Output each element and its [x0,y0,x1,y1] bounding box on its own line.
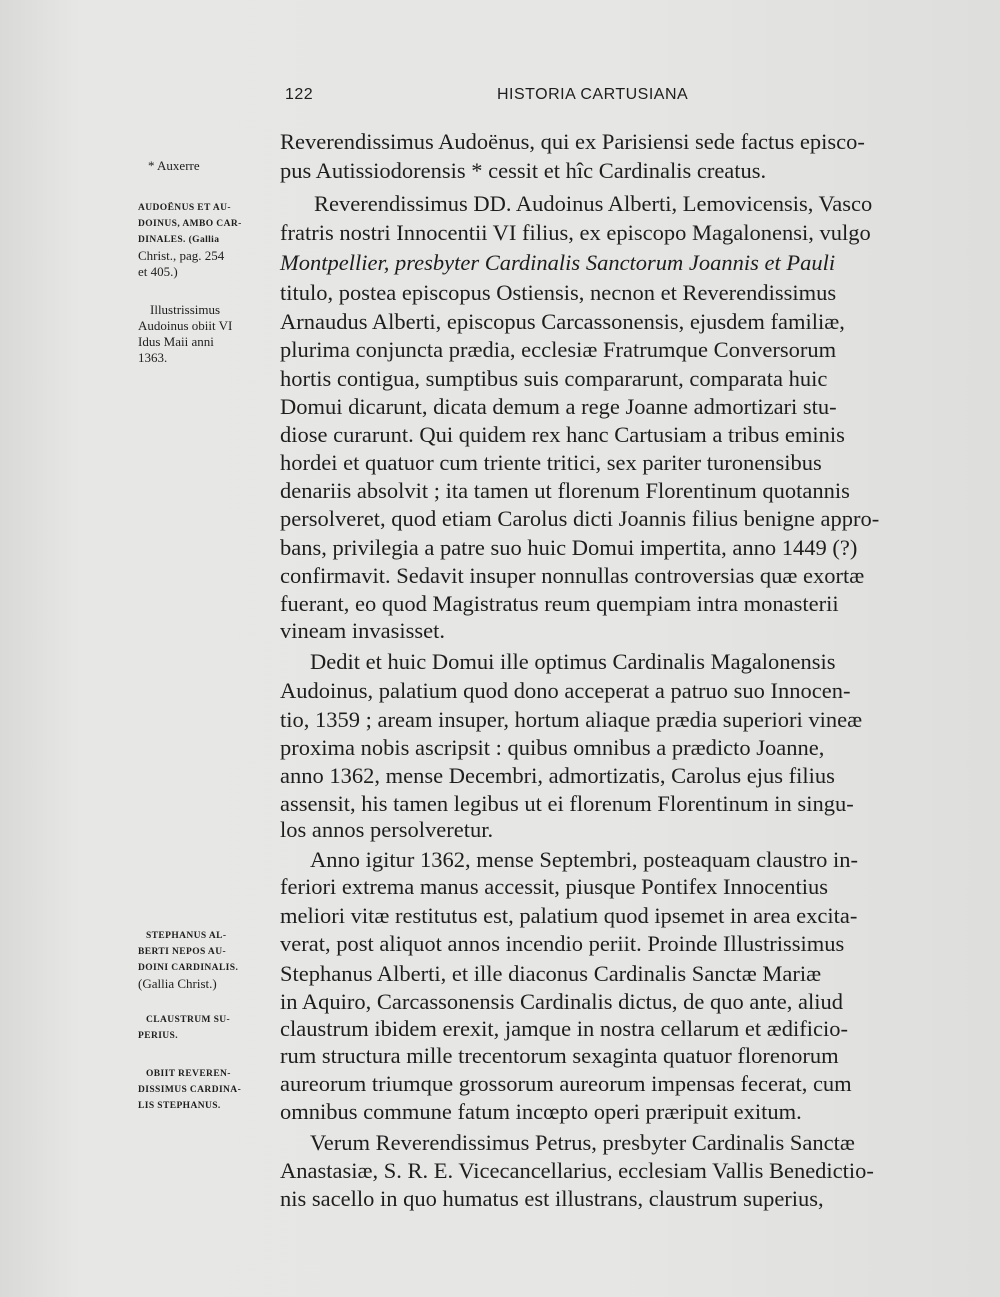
margin-note-illustrissimus-line: Audoinus obiit VI [138,318,233,333]
margin-note-illustrissimus-line: Illustrissimus [150,302,221,317]
text-line: meliori vitæ restitutus est, palatium quod ipsemet in area excita- [280,903,858,928]
text-line: diose curarunt. Qui quidem rex hanc Cartusiam a tribus eminis [280,422,845,447]
text-line: denariis absolvit ; ita tamen ut florenum Florentinum quotannis [280,478,850,503]
running-title: HISTORIA CARTUSIANA [497,86,689,103]
margin-note-stephanus-line: STEPHANUS AL- [146,931,227,941]
text-line: Stephanus Alberti, et ille diaconus Cardinalis Sanctæ Mariæ [280,961,822,986]
text-line: Montpellier, presbyter Cardinalis Sanctorum Joannis et Pauli [280,250,836,275]
text-line: in Aquiro, Carcassonensis Cardinalis dictus, de quo ante, aliud [280,989,844,1014]
text-line: hortis contigua, sumptibus suis compararunt, comparata huic [280,366,828,391]
text-line: Arnaudus Alberti, episcopus Carcassonensis, ejusdem familiæ, [280,309,845,334]
text-line: Verum Reverendissimus Petrus, presbyter Cardinalis Sanctæ [310,1130,855,1155]
margin-note-claustrum-line: PERIUS. [138,1031,179,1041]
text-line: confirmavit. Sedavit insuper nonnullas controversias quæ exortæ [280,563,865,588]
margin-note-stephanus-line: DOINI CARDINALIS. [138,963,239,973]
text-line: rum structura mille trecentorum sexaginta quatuor florenorum [280,1043,839,1068]
margin-note-auxerre: * Auxerre [148,158,200,173]
page-header [285,86,935,112]
text-line: plurima conjuncta prædia, ecclesiæ Fratrumque Conversorum [280,337,837,362]
text-line: titulo, postea episcopus Ostiensis, necnon et Reverendissimus [280,280,837,305]
text-line: aureorum triumque grossorum aureorum impensas fecerat, cum [280,1071,852,1096]
text-line: Reverendissimus DD. Audoinus Alberti, Lemovicensis, Vasco [314,191,873,216]
margin-note-illustrissimus-line: Idus Maii anni [138,334,214,349]
text-line: Anno igitur 1362, mense Septembri, posteaquam claustro in- [310,847,859,872]
margin-note-stephanus-line: BERTI NEPOS AU- [138,947,227,957]
margin-note-obiit-line: DISSIMUS CARDINA- [138,1085,242,1095]
margin-note-obiit-line: LIS STEPHANUS. [138,1101,221,1111]
text-line: assensit, his tamen legibus ut ei florenum Florentinum in singu- [280,791,854,816]
text-line: omnibus commune fatum incœpto operi præripuit exitum. [280,1099,802,1124]
text-line: fuerant, eo quod Magistratus reum quempiam intra monasterii [280,591,839,616]
text-line: los annos persolveretur. [280,817,494,842]
text-line: claustrum ibidem erexit, jamque in nostra cellarum et ædificio- [280,1016,848,1041]
text-line: tio, 1359 ; aream insuper, hortum aliaque prædia superiori vineæ [280,707,863,732]
margin-note-claustrum-line: CLAUSTRUM SU- [146,1015,231,1025]
margin-note-illustrissimus-line: 1363. [138,350,168,365]
text-line: Audoinus, palatium quod dono acceperat a patruo suo Innocen- [280,678,851,703]
text-line: feriori extrema manus accessit, piusque Pontifex Innocentius [280,874,828,899]
margin-note-audoenus-line: AUDOËNUS ET AU- [138,203,231,213]
text-line: bans, privilegia a patre suo huic Domui impertita, anno 1449 (?) [280,535,858,560]
margin-note-audoenus-line: DINALES. (Gallia [138,235,220,245]
text-line: anno 1362, mense Decembri, admortizatis, Carolus ejus filius [280,763,835,788]
text-line: pus Autissiodorensis * cessit et hîc Cardinalis creatus. [280,158,767,183]
text-line: persolveret, quod etiam Carolus dicti Joannis filius benigne appro- [280,506,880,531]
text-line: Anastasiæ, S. R. E. Vicecancellarius, ecclesiam Vallis Benedictio- [280,1158,874,1183]
text-line: Reverendissimus Audoënus, qui ex Parisiensi sede factus episco- [280,129,865,154]
text-line: nis sacello in quo humatus est illustrans, claustrum superius, [280,1186,824,1211]
page-number: 122 [285,86,314,103]
margin-note-stephanus-line: (Gallia Christ.) [138,976,217,991]
text-line: hordei et quatuor cum triente tritici, sex pariter turonensibus [280,450,822,475]
text-line: verat, post aliquot annos incendio periit. Proinde Illustrissimus [280,931,845,956]
text-line: proxima nobis ascripsit : quibus omnibus a prædicto Joanne, [280,735,825,760]
margin-note-audoenus-line: Christ., pag. 254 [138,248,225,263]
text-line: Dedit et huic Domui ille optimus Cardinalis Magalonensis [310,649,836,674]
margin-note-audoenus-line: et 405.) [138,264,178,279]
margin-note-audoenus-line: DOINUS, AMBO CAR- [138,219,242,229]
margin-note-obiit-line: OBIIT REVEREN- [146,1069,231,1079]
text-line: Domui dicarunt, dicata demum a rege Joanne admortizari stu- [280,394,837,419]
text-line: vineam invasisset. [280,618,445,643]
text-line: fratris nostri Innocentii VI filius, ex episcopo Magalonensi, vulgo [280,220,871,245]
